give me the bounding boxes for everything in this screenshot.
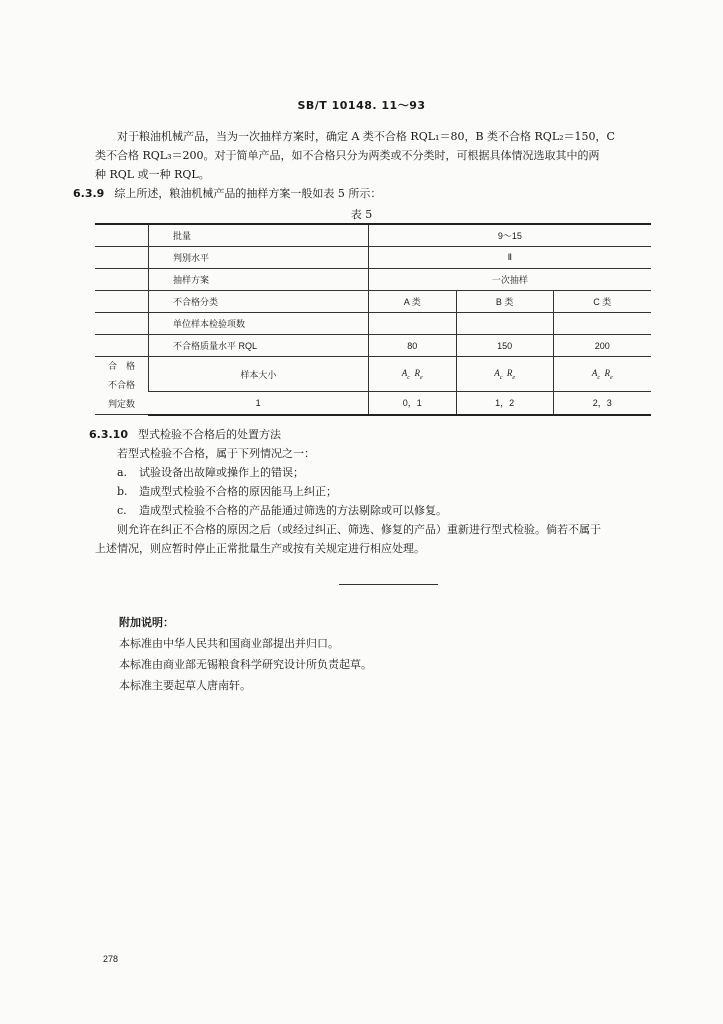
clause-6-3-10: [89, 425, 655, 558]
table-row: [95, 224, 651, 247]
cell-acre-a: $A_c$ $R_e$: [368, 357, 456, 392]
cell-class-a: A 类: [368, 291, 456, 313]
row-label-rql: 不合格质量水平 RQL: [148, 335, 368, 357]
judgement-stub: [95, 357, 148, 415]
clause-heading: [89, 425, 655, 444]
clause-number: 6.3.10: [89, 428, 128, 441]
clause-title: 型式检验不合格后的处置方法: [137, 428, 281, 441]
cell-judge-c: 2，3: [553, 392, 651, 415]
section-divider: [339, 584, 438, 585]
additional-notes: [119, 612, 639, 696]
cell-items-b: [456, 313, 553, 335]
list-item: b. 造成型式检验不合格的原因能马上纠正；: [117, 485, 337, 498]
table-caption: 表 5: [350, 208, 373, 221]
cell-class-c: C 类: [553, 291, 651, 313]
intro-line-2: 类不合格 RQL₃＝200。对于简单产品，如不合格只分为两类或不分类时，可根据具体情况选取其中的两: [95, 149, 600, 162]
notes-line: 本标准由商业部无锡粮食科学研究设计所负责起草。: [119, 658, 372, 671]
cell-rql-c: 200: [553, 335, 651, 357]
cell-judge-a: 0，1: [368, 392, 456, 415]
clause-text: 综上所述，粮油机械产品的抽样方案一般如表 5 所示：: [114, 187, 382, 200]
clause-6-3-9: [73, 184, 655, 203]
cell-judge-b: 1，2: [456, 392, 553, 415]
table-row: [95, 392, 651, 415]
cell-items-c: [553, 313, 651, 335]
cell-batch: 9～15: [368, 224, 651, 247]
intro-paragraph: [73, 127, 655, 203]
clause-lead: 若型式检验不合格，属于下列情况之一：: [117, 447, 315, 460]
notes-line: 本标准主要起草人唐南轩。: [119, 679, 251, 692]
stub-line: 判定数: [107, 399, 135, 409]
cell-rql-a: 80: [368, 335, 456, 357]
table-row: [95, 247, 651, 269]
list-item: a. 试验设备出故障或操作上的错误；: [117, 466, 304, 479]
cell-sample-size: 1: [148, 392, 368, 415]
clause-tail-line-2: 上述情况，则应暂时停止正常批量生产或按有关规定进行相应处理。: [95, 542, 425, 555]
cell-class-b: B 类: [456, 291, 553, 313]
list-item: c. 造成型式检验不合格的产品能通过筛选的方法剔除或可以修复。: [117, 504, 447, 517]
row-label-sample: 样本大小: [148, 357, 368, 392]
table-row: [95, 357, 651, 392]
cell-rql-b: 150: [456, 335, 553, 357]
table-row: [95, 269, 651, 291]
notes-title: 附加说明：: [119, 616, 174, 629]
standard-code-header: SB/T 10148. 11～93: [297, 99, 426, 112]
stub-line: 不合格: [107, 380, 135, 390]
intro-line-1: 对于粮油机械产品，当为一次抽样方案时，确定 A 类不合格 RQL₁＝80，B 类不合格 RQL₂＝150，C: [117, 130, 615, 143]
row-label-items: 单位样本检验项数: [148, 313, 368, 335]
table-row: [95, 313, 651, 335]
table-row: [95, 335, 651, 357]
intro-line-3: 种 RQL 或一种 RQL。: [95, 168, 210, 181]
table-row: [95, 291, 651, 313]
row-label-classes: 不合格分类: [148, 291, 368, 313]
row-label-level: 判别水平: [148, 247, 368, 269]
cell-acre-b: $A_c$ $R_e$: [456, 357, 553, 392]
clause-tail-line-1: 则允许在纠正不合格的原因之后（或经过纠正、筛选、修复的产品）重新进行型式检验。倘若不属于: [117, 523, 601, 536]
sampling-plan-table: [95, 223, 651, 416]
cell-plan: 一次抽样: [368, 269, 651, 291]
row-label-plan: 抽样方案: [148, 269, 368, 291]
cell-level: Ⅱ: [368, 247, 651, 269]
page-number: 278: [103, 954, 119, 964]
stub-line: 合 格: [107, 361, 135, 371]
cell-items-a: [368, 313, 456, 335]
notes-line: 本标准由中华人民共和国商业部提出并归口。: [119, 637, 339, 650]
cell-acre-c: $A_c$ $R_e$: [553, 357, 651, 392]
row-label-batch: 批量: [148, 224, 368, 247]
clause-number: 6.3.9: [73, 187, 105, 200]
